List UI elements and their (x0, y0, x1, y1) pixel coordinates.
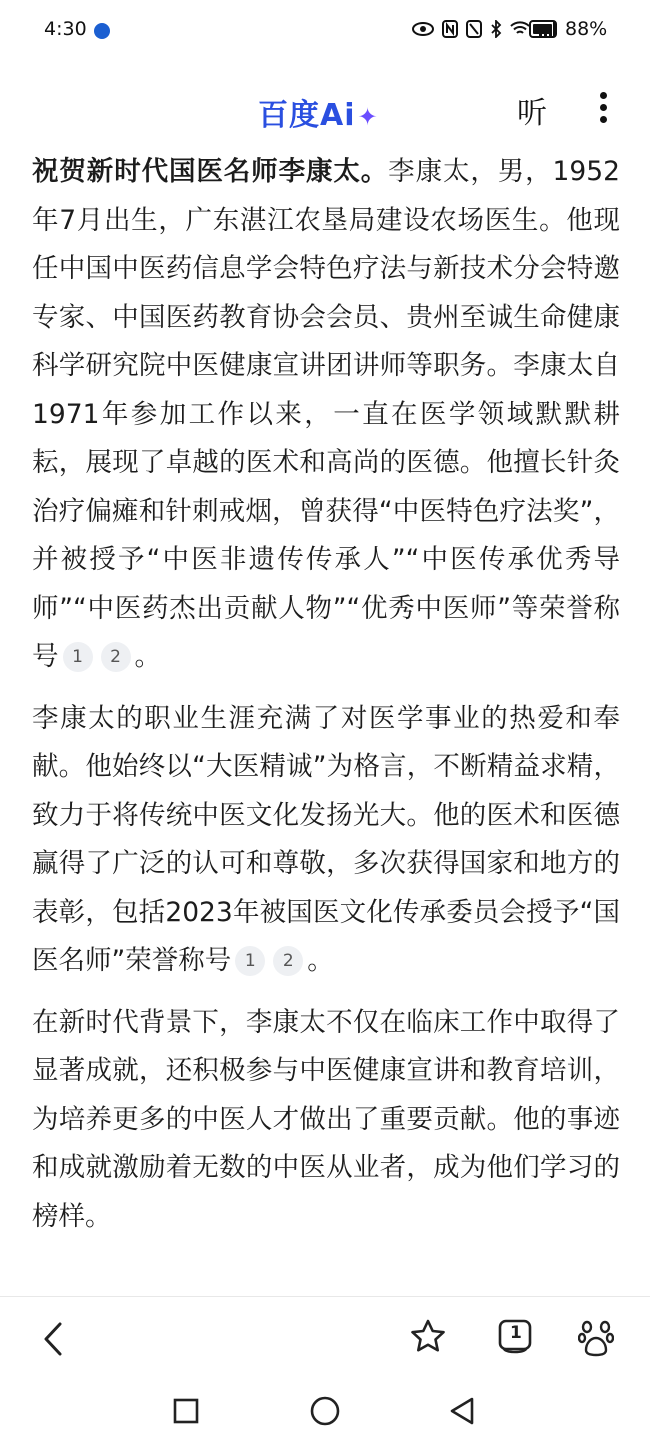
nfc-icon (442, 20, 458, 38)
paragraph-1-end: 。 (134, 641, 161, 672)
system-back-icon[interactable] (449, 1396, 475, 1426)
star-icon[interactable] (408, 1317, 448, 1357)
paw-icon[interactable] (578, 1317, 614, 1357)
system-navigation-bar (0, 1380, 650, 1444)
eye-icon (412, 21, 434, 37)
answer-content (32, 148, 620, 1241)
tabs-button[interactable] (496, 1317, 534, 1357)
baidu-ai-logo (258, 90, 379, 134)
paragraph-2 (32, 695, 620, 986)
tabs-count: 1 (510, 1323, 522, 1343)
status-bar (0, 0, 650, 64)
battery-icon (529, 20, 557, 38)
listen-button[interactable]: 听 (517, 96, 547, 131)
status-time: 4:30 (44, 18, 87, 40)
sparkle-icon: ✦ (357, 103, 379, 131)
paragraph-2-text: 李康太的职业生涯充满了对医学事业的热爱和奉献。他始终以“大医精诚”为格言，不断精益求精，致力于将传统中医文化发扬光大。他的医术和医德赢得了广泛的认可和尊敬，多次获得国家和地方的表彰，包括2023年被国医文化传承委员会授予“国医名师”荣誉称号 (32, 702, 620, 976)
logo-text: 百度Ai (258, 98, 356, 133)
notification-icon (94, 23, 110, 39)
paragraph-3-text: 在新时代背景下，李康太不仅在临床工作中取得了显著成就，还积极参与中医健康宣讲和教育培训，为培养更多的中医人才做出了重要贡献。他的事迹和成就激励着无数的中医从业者，成为他们学习的榜样。 (32, 1006, 620, 1232)
more-options-icon[interactable] (598, 92, 608, 128)
paragraph-3 (32, 999, 620, 1242)
citation-badge[interactable]: 2 (273, 946, 303, 976)
wifi-icon (510, 21, 530, 37)
paragraph-1 (32, 148, 620, 682)
paragraph-1-text: 李康太，男，1952年7月出生，广东湛江农垦局建设农场医生。他现任中国中医药信息学会特色疗法与新技术分会特邀专家、中国医药教育协会会员、贵州至诚生命健康科学研究院中医健康宣讲团讲师等职务。李康太自1971年参加工作以来，一直在医学领域默默耕耘，展现了卓越的医术和高尚的医德。他擅长针灸治疗偏瘫和针刺戒烟，曾获得“中医特色疗法奖”，并被授予“中医非遗传传承人”“中医传承优秀导师”“中医药杰出贡献人物”“优秀中医师”等荣誉称号 (32, 156, 620, 672)
citation-badge[interactable]: 2 (101, 642, 131, 672)
mute-icon (466, 20, 482, 38)
back-arrow-icon[interactable] (38, 1321, 68, 1357)
paragraph-2-end: 。 (307, 945, 334, 976)
answer-title: 祝贺新时代国医名师李康太。 (32, 156, 389, 187)
battery-level: 88% (565, 18, 608, 40)
citation-badge[interactable]: 1 (63, 642, 93, 672)
app-header (0, 70, 650, 146)
bottom-toolbar (0, 1296, 650, 1381)
home-icon[interactable] (310, 1396, 340, 1426)
recent-apps-icon[interactable] (173, 1398, 199, 1424)
bluetooth-icon (490, 20, 502, 38)
citation-badge[interactable]: 1 (235, 946, 265, 976)
